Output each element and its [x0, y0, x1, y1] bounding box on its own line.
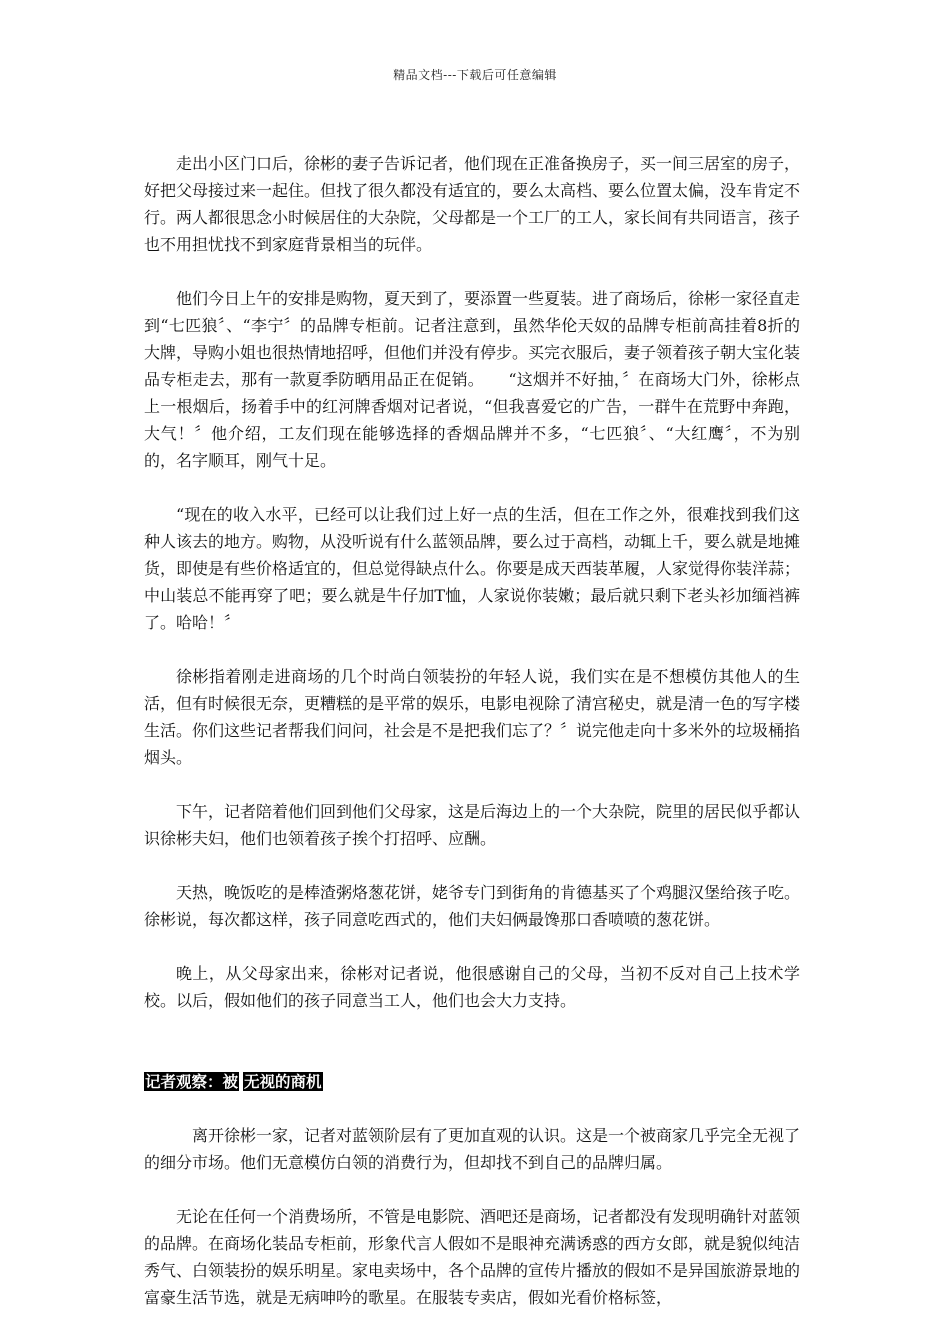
paragraph-5: 下午，记者陪着他们回到他们父母家，这是后海边上的一个大杂院，院里的居民似乎都认识徐彬夫妇，他们也领着孩子挨个打招呼、应酬。 [144, 802, 801, 848]
section-heading [144, 1068, 800, 1095]
document-body [144, 150, 800, 1311]
section-heading-part2: 无视的商机 [244, 1072, 322, 1091]
paragraph-gap [144, 474, 800, 501]
paragraph-2: 他们今日上午的安排是购物，夏天到了，要添置一些夏装。进了商场后，徐彬一家径直走到“七匹狼〞、“李宁〞的品牌专柜前。记者注意到，虽然华伦天奴的品牌专柜前高挂着8折的大牌，导购小姐也很热情地招呼，但他们并没有停步。买完衣服后，妻子领着孩子朝大宝化装品专柜走去，那有一款夏季防晒用品正在促销。 “这烟并不好抽，〞在商场大门外，徐彬点上一根烟后，扬着手中的红河牌香烟对记者说，“但我喜爱它的广告，一群牛在荒野中奔跑，大气！〞他介绍，工友们现在能够选择的香烟品牌并不多，“七匹狼〞、“大红鹰〞，不为别的，名字顺耳，刚气十足。 [144, 289, 801, 470]
paragraph-1: 走出小区门口后，徐彬的妻子告诉记者，他们现在正准备换房子，买一间三居室的房子，好把父母接过来一起住。但找了很久都没有适宜的，要么太高档、要么位置太偏，没车肯定不行。两人都很思念小时候居住的大杂院，父母都是一个工厂的工人，家长间有共同语言，孩子也不用担忧找不到家庭背景相当的玩伴。 [144, 154, 801, 254]
section-heading-part1: 记者观察：被 [145, 1072, 239, 1091]
paragraph-gap [144, 852, 800, 879]
section-gap [144, 1014, 800, 1068]
page-header: 精品文档---下载后可任意编辑 [393, 68, 557, 82]
paragraph-gap [144, 771, 800, 798]
paragraph-3: “现在的收入水平，已经可以让我们过上好一点的生活，但在工作之外，很难找到我们这种人该去的地方。购物，从没听说有什么蓝领品牌，要么过于高档，动辄上千，要么就是地摊货，即使是有些价格适宜的，但总觉得缺点什么。你要是成天西装革履，人家觉得你装洋蒜；中山装总不能再穿了吧；要么就是牛仔加T恤，人家说你装嫩；最后就只剩下老头衫加缅裆裤了。哈哈！〞 [144, 505, 801, 632]
paragraph-gap [144, 933, 800, 960]
paragraph-4: 徐彬指着刚走进商场的几个时尚白领装扮的年轻人说，我们实在是不想模仿其他人的生活，但有时候很无奈，更糟糕的是平常的娱乐，电影电视除了清宫秘史，就是清一色的写字楼生活。你们这些记者帮我们问问，社会是不是把我们忘了？〞说完他走向十多米外的垃圾桶掐烟头。 [144, 667, 801, 767]
paragraph-gap [144, 636, 800, 663]
paragraph-6: 天热，晚饭吃的是棒渣粥烙葱花饼，姥爷专门到街角的肯德基买了个鸡腿汉堡给孩子吃。徐彬说，每次都这样，孩子同意吃西式的，他们夫妇俩最馋那口香喷喷的葱花饼。 [144, 883, 801, 929]
paragraph-7: 晚上，从父母家出来，徐彬对记者说，他很感谢自己的父母，当初不反对自己上技术学校。以后，假如他们的孩子同意当工人，他们也会大力支持。 [144, 964, 800, 1010]
paragraph-8: 离开徐彬一家，记者对蓝领阶层有了更加直观的认识。这是一个被商家几乎完全无视了的细分市场。他们无意模仿白领的消费行为，但却找不到自己的品牌归属。 [144, 1126, 801, 1172]
paragraph-gap [144, 1095, 800, 1122]
paragraph-gap [144, 1176, 800, 1203]
paragraph-gap [144, 258, 800, 285]
paragraph-9: 无论在任何一个消费场所，不管是电影院、酒吧还是商场，记者都没有发现明确针对蓝领的品牌。在商场化装品专柜前，形象代言人假如不是眼神充满诱惑的西方女郎，就是貌似纯洁秀气、白领装扮的娱乐明星。家电卖场中，各个品牌的宣传片播放的假如不是异国旅游景地的富豪生活节选，就是无病呻吟的歌星。在服装专卖店，假如光看价格标签， [144, 1207, 801, 1307]
